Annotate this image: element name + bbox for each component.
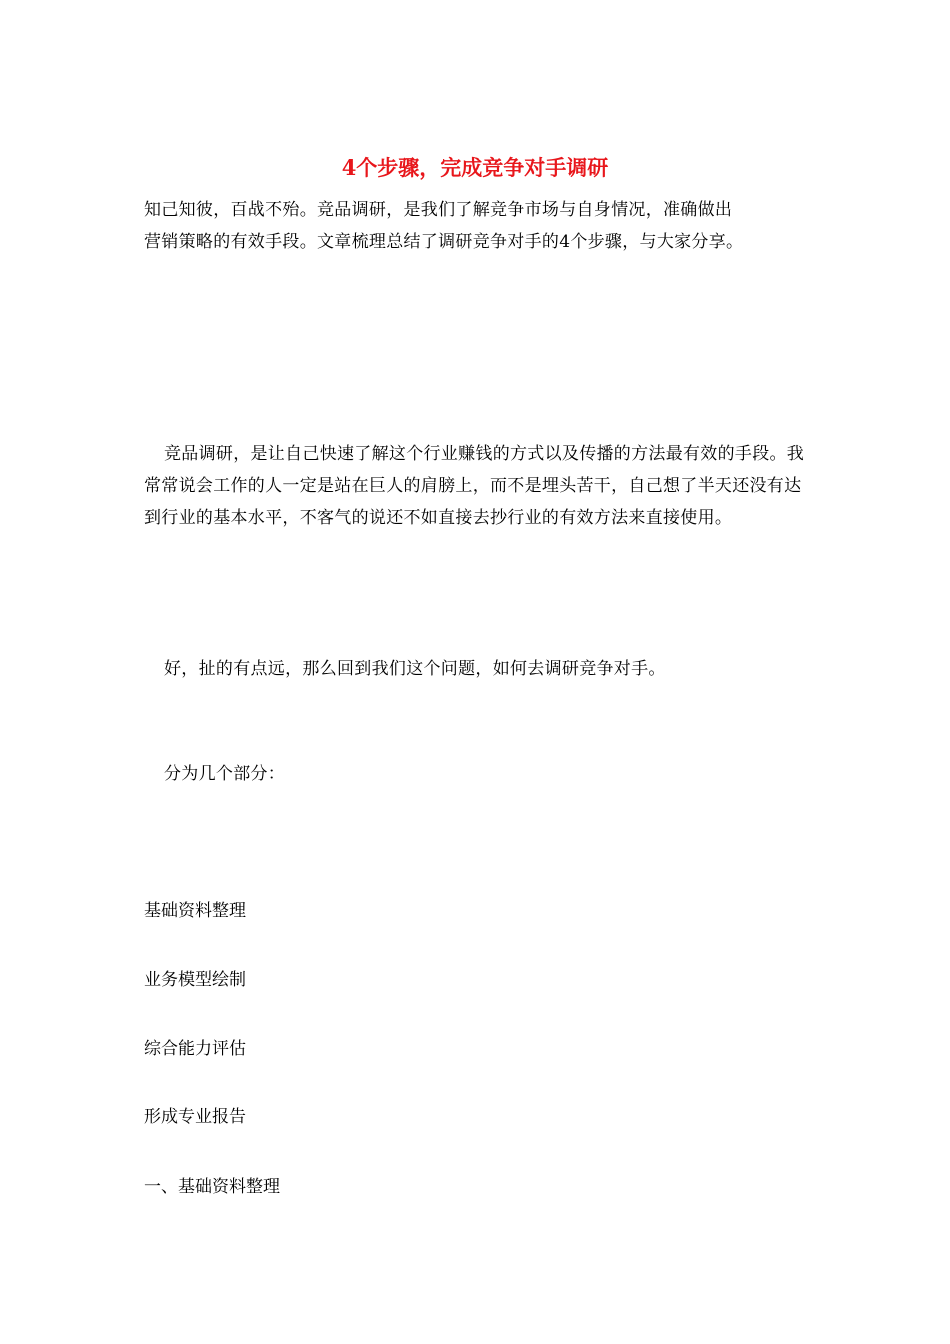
intro-line-2: 营销策略的有效手段。文章梳理总结了调研竞争对手的4个步骤，与大家分享。 (144, 232, 744, 252)
part-item-1: 基础资料整理 (144, 901, 246, 921)
body-paragraph-2: 好，扯的有点远，那么回到我们这个问题，如何去调研竞争对手。 (164, 659, 666, 679)
body-paragraph-3: 分为几个部分： (164, 764, 286, 784)
section-heading-1: 一、基础资料整理 (144, 1177, 280, 1197)
intro-paragraph (144, 194, 808, 258)
intro-line-1: 知己知彼，百战不殆。竞品调研，是我们了解竞争市场与自身情况，准确做出 (144, 200, 733, 220)
part-item-2: 业务模型绘制 (144, 970, 246, 990)
part-item-3: 综合能力评估 (144, 1039, 246, 1059)
body-paragraph-1: 竞品调研，是让自己快速了解这个行业赚钱的方式以及传播的方法最有效的手段。我常常说会工作的人一定是站在巨人的肩膀上，而不是埋头苦干，自己想了半天还没有达到行业的基本水平，不客气的说还不如直接去抄行业的有效方法来直接使用。 (144, 444, 805, 528)
document-title: 4个步骤，完成竞争对手调研 (341, 155, 609, 180)
part-item-4: 形成专业报告 (144, 1107, 246, 1127)
